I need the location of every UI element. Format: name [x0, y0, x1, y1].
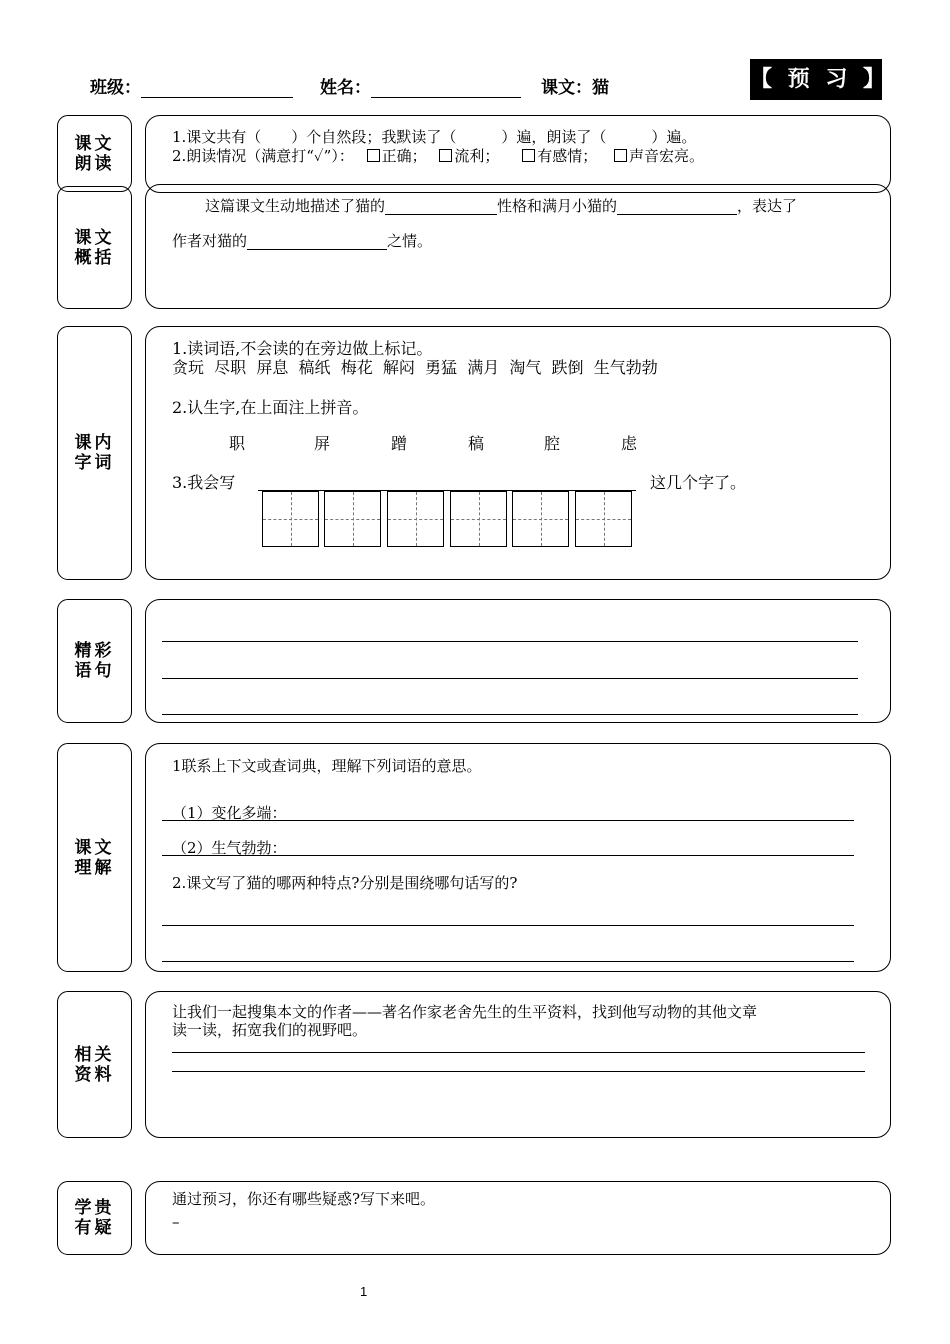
writing-grid-cell[interactable]: [387, 491, 444, 547]
preview-tag: 【 预 习 】: [750, 59, 882, 100]
questions-line1: 通过预习，你还有哪些疑惑?写下来吧。: [172, 1190, 436, 1208]
section-label-materials: 相关资料: [57, 991, 132, 1138]
name-input-line[interactable]: [371, 79, 521, 98]
char-6: 虑: [621, 434, 638, 453]
section-label-words: 课内字词: [57, 326, 132, 580]
char-4: 稿: [468, 434, 485, 453]
option-emotion[interactable]: 有感情；: [522, 147, 597, 165]
answer-line[interactable]: [162, 855, 854, 856]
char-2: 屏: [314, 434, 331, 453]
char-1: 职: [229, 434, 246, 453]
words-q1: 1.读词语,不会读的在旁边做上标记。: [172, 339, 433, 358]
understanding-q2: 2.课文写了猫的哪两种特点?分别是围绕哪句话写的?: [172, 874, 518, 892]
class-label: 班级：: [90, 78, 141, 98]
writing-grid-cell[interactable]: [450, 491, 507, 547]
materials-line2: 读一读，拓宽我们的视野吧。: [172, 1021, 368, 1039]
reading-line2-prefix: 2.朗读情况（满意打“✓”）：: [172, 147, 354, 165]
page-number: 1: [360, 1284, 368, 1299]
words-q2: 2.认生字,在上面注上拼音。: [172, 398, 369, 417]
char-3: 蹭: [391, 434, 408, 453]
class-field: [90, 73, 293, 98]
answer-line[interactable]: [162, 961, 854, 962]
answer-line[interactable]: [162, 820, 854, 821]
reading-line1: 1.课文共有（ ）个自然段；我默读了（ ）遍，朗读了（ ）遍。: [172, 128, 697, 146]
understanding-item1: （1）变化多端：: [172, 804, 287, 822]
option-fluent[interactable]: 流利；: [439, 147, 499, 165]
section-label-reading: 课文朗读: [57, 115, 132, 192]
answer-line[interactable]: [172, 1052, 865, 1053]
char-5: 腔: [544, 434, 561, 453]
writing-grid-cell[interactable]: [575, 491, 632, 547]
section-label-questions: 学贵有疑: [57, 1181, 132, 1255]
summary-line2: 作者对猫的 之情。: [172, 232, 433, 250]
summary-line1: 这篇课文生动地描述了猫的 性格和满月小猫的 ，表达了: [205, 197, 798, 215]
name-field: [320, 73, 521, 98]
questions-line2: –: [172, 1213, 180, 1231]
option-loud[interactable]: 声音宏亮。: [614, 147, 704, 165]
vocab-list: 贪玩 尽职 屏息 稿纸 梅花 解闷 勇猛 满月 淘气 跌倒 生气勃勃: [172, 358, 658, 377]
class-input-line[interactable]: [141, 79, 293, 98]
name-label: 姓名：: [320, 78, 371, 98]
writing-grid-cell[interactable]: [512, 491, 569, 547]
understanding-item2: （2）生气勃勃：: [172, 839, 287, 857]
lesson-title: 课文：猫: [541, 78, 609, 98]
checkbox-icon[interactable]: [614, 149, 627, 162]
answer-line[interactable]: [162, 641, 858, 642]
words-q3-suffix: 这几个字了。: [650, 473, 747, 492]
blank-feeling[interactable]: [247, 233, 387, 250]
option-correct[interactable]: 正确；: [367, 147, 427, 165]
section-label-understanding: 课文理解: [57, 743, 132, 972]
materials-line1: 让我们一起搜集本文的作者——著名作家老舍先生的生平资料，找到他写动物的其他文章: [172, 1003, 758, 1021]
section-label-summary: 课文概括: [57, 186, 132, 309]
reading-line2: [172, 147, 704, 165]
checkbox-icon[interactable]: [439, 149, 452, 162]
answer-line[interactable]: [172, 1071, 865, 1072]
checkbox-icon[interactable]: [367, 149, 380, 162]
answer-line[interactable]: [162, 925, 854, 926]
section-label-sentences: 精彩语句: [57, 599, 132, 723]
blank-kitten[interactable]: [617, 198, 737, 215]
understanding-q1: 1联系上下文或查词典，理解下列词语的意思。: [172, 757, 482, 775]
checkbox-icon[interactable]: [522, 149, 535, 162]
blank-personality[interactable]: [385, 198, 497, 215]
answer-line[interactable]: [162, 714, 858, 715]
answer-line[interactable]: [162, 678, 858, 679]
section-box-understanding: [145, 743, 891, 972]
words-q3-prefix: 3.我会写: [172, 473, 236, 492]
writing-grid-cell[interactable]: [324, 491, 381, 547]
section-box-sentences: [145, 599, 891, 723]
writing-grid-cell[interactable]: [262, 491, 319, 547]
